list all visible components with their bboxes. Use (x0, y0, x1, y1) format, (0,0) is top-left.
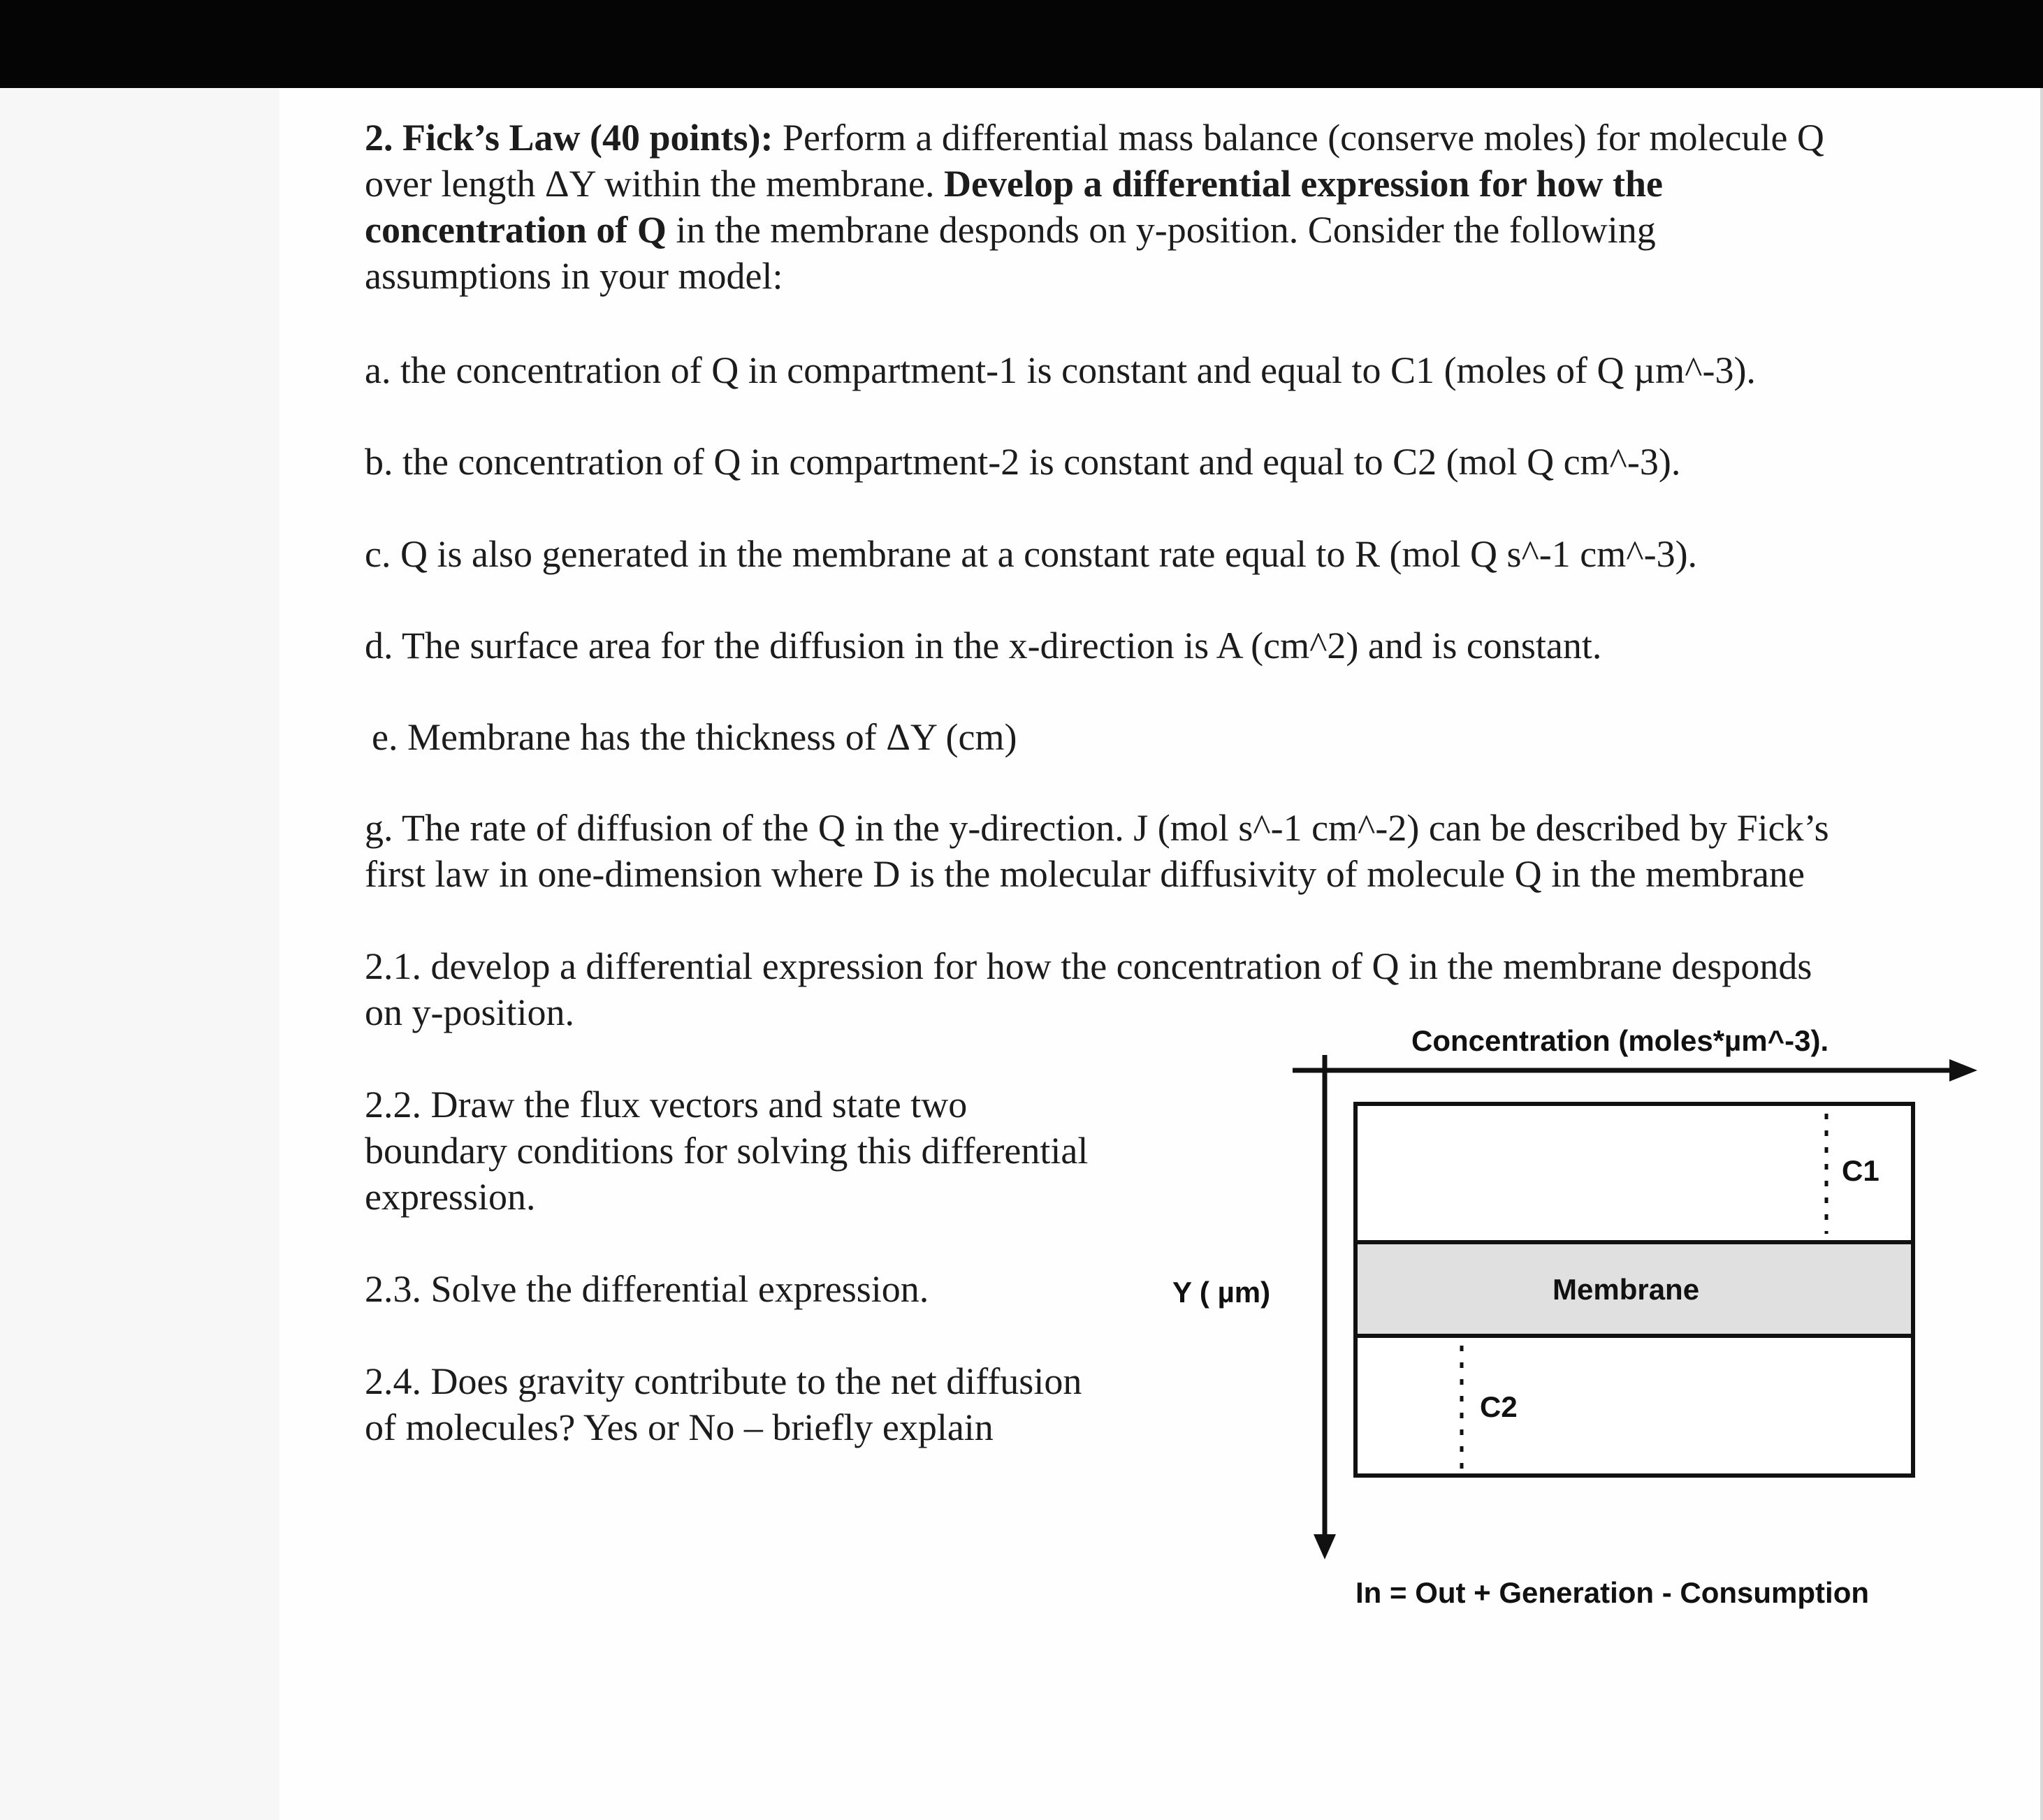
x-axis-label: Concentration (moles*µm^-3). (1411, 1024, 1829, 1057)
compartment-2-box (1355, 1336, 1913, 1476)
assumption-c: c. Q is also generated in the membrane at a constant rate equal to R (mol Q s^-1 cm^-3). (365, 533, 1698, 575)
compartment-1-box (1355, 1104, 1913, 1242)
q21-line-1: 2.1. develop a differential expression for how the concentration of Q in the membrane desponds (365, 945, 1812, 987)
balance-equation: In = Out + Generation - Consumption (1355, 1576, 1870, 1609)
q24-line-1: 2.4. Does gravity contribute to the net diffusion (365, 1360, 1082, 1402)
c1-label: C1 (1842, 1154, 1880, 1187)
membrane-label: Membrane (1553, 1273, 1700, 1306)
assumption-e: e. Membrane has the thickness of ΔY (cm) (372, 716, 1017, 758)
q22-line-3: expression. (365, 1176, 536, 1218)
question-line-3: concentration of Q in the membrane desponds on y-position. Consider the following (365, 209, 1656, 251)
assumption-d: d. The surface area for the diffusion in the x-direction is A (cm^2) and is constant. (365, 625, 1602, 667)
c2-label: C2 (1480, 1390, 1518, 1423)
question-heading: 2. Fick’s Law (40 points): (365, 117, 773, 159)
assumption-g-line-1: g. The rate of diffusion of the Q in the y-direction. J (mol s^-1 cm^-2) can be described by Fick’s (365, 807, 1829, 849)
assumption-a: a. the concentration of Q in compartment-1 is constant and equal to C1 (moles of Q µm^-3). (365, 349, 1756, 391)
x-axis-arrowhead (1949, 1059, 1977, 1082)
question-line-2: over length ΔY within the membrane. Develop a differential expression for how the (365, 163, 1663, 205)
y-axis-label: Y ( µm) (1172, 1276, 1271, 1309)
question-line-1: 2. Fick’s Law (40 points): Perform a differential mass balance (conserve moles) for molecule Q (365, 117, 1824, 159)
assumption-g-line-2: first law in one-dimension where D is the molecular diffusivity of molecule Q in the membrane (365, 853, 1805, 895)
q22-line-2: boundary conditions for solving this differential (365, 1130, 1089, 1172)
q23: 2.3. Solve the differential expression. (365, 1268, 929, 1310)
assumption-b: b. the concentration of Q in compartment-2 is constant and equal to C2 (mol Q cm^-3). (365, 441, 1681, 483)
q21-line-2: on y-position. (365, 991, 575, 1033)
question-line-4: assumptions in your model: (365, 255, 783, 297)
q22-line-1: 2.2. Draw the flux vectors and state two (365, 1084, 968, 1126)
q24-line-2: of molecules? Yes or No – briefly explain (365, 1406, 994, 1448)
y-axis-arrowhead (1314, 1534, 1336, 1559)
